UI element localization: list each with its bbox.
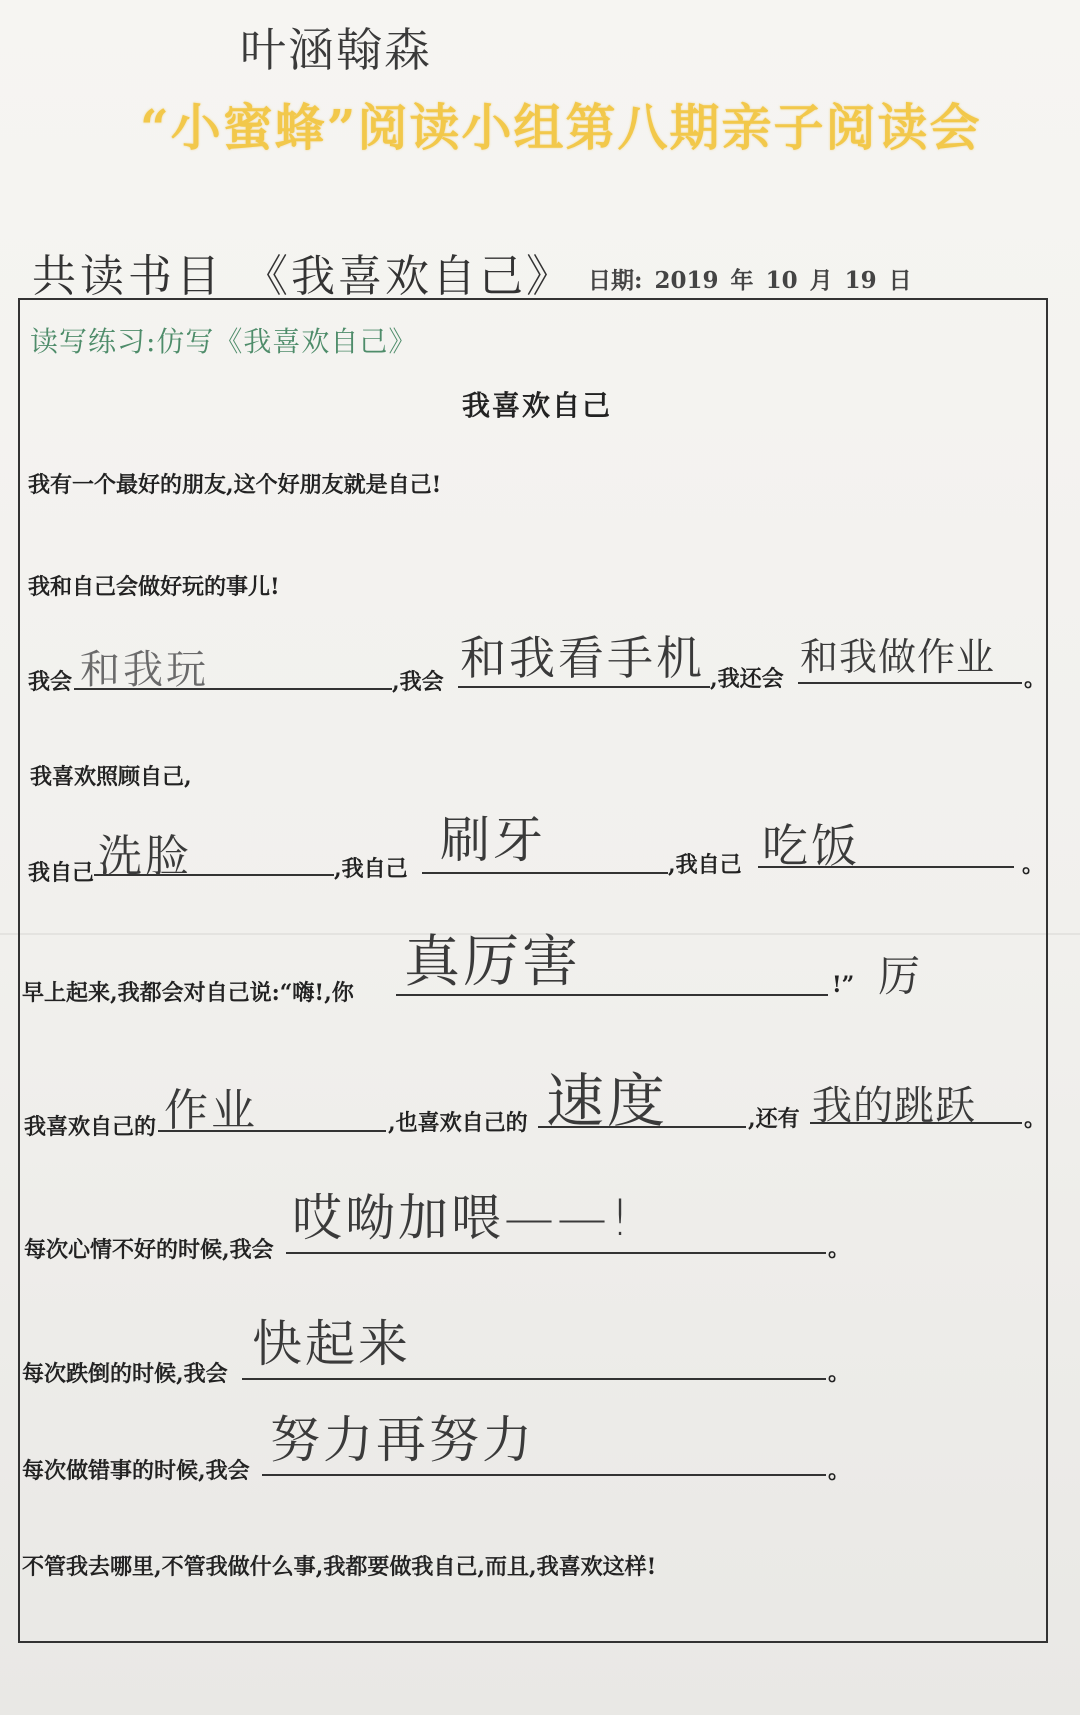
row2-prefix-2: ,我自己 bbox=[334, 856, 408, 882]
exercise-title: 读写练习:仿写《我喜欢自己》 bbox=[30, 325, 418, 358]
row6-answer: 快起来 bbox=[252, 1315, 411, 1373]
closing-line: 不管我去哪里,不管我做什么事,我都要做我自己,而且,我喜欢这样! bbox=[22, 1554, 657, 1580]
row4-answer-1: 作业 bbox=[164, 1085, 258, 1136]
row2-answer-1: 洗脸 bbox=[98, 831, 192, 882]
care-line: 我喜欢照顾自己, bbox=[30, 764, 192, 790]
row4-prefix-2: ,也喜欢自己的 bbox=[388, 1110, 528, 1136]
row1-answer-1: 和我玩 bbox=[80, 647, 209, 693]
date-year-unit: 年 bbox=[730, 267, 754, 294]
row2-prefix-3: ,我自己 bbox=[668, 852, 742, 878]
row1-prefix-2: ,我会 bbox=[392, 669, 444, 695]
book-title: 《我喜欢自己》 bbox=[244, 251, 573, 302]
row7-blank bbox=[262, 1474, 826, 1476]
poem-title: 我喜欢自己 bbox=[462, 389, 613, 422]
row5-blank bbox=[286, 1252, 826, 1254]
row6-end: 。 bbox=[828, 1360, 851, 1386]
row1-prefix-3: ,我还会 bbox=[710, 666, 784, 692]
date-day-unit: 日 bbox=[888, 267, 912, 294]
row4-end: 。 bbox=[1024, 1106, 1047, 1132]
date-year: 2019 bbox=[654, 267, 719, 294]
row3-extra-handwriting: 厉 bbox=[878, 952, 924, 1001]
date-month: 10 bbox=[765, 267, 798, 294]
row2-prefix-1: 我自己 bbox=[28, 860, 95, 886]
date-row bbox=[588, 262, 916, 295]
row2-end: 。 bbox=[1022, 852, 1045, 878]
row4-answer-2: 速度 bbox=[546, 1067, 669, 1135]
row1-blank-3 bbox=[798, 682, 1022, 684]
row2-blank-2 bbox=[422, 872, 668, 874]
row5-end: 。 bbox=[828, 1236, 851, 1262]
row1-answer-3: 和我做作业 bbox=[800, 635, 996, 679]
row7-end: 。 bbox=[828, 1458, 851, 1484]
event-title: “小蜜蜂”阅读小组第八期亲子阅读会 bbox=[140, 98, 982, 157]
row6-prefix: 每次跌倒的时候,我会 bbox=[22, 1361, 228, 1387]
row1-prefix-1: 我会 bbox=[28, 669, 73, 695]
date-day: 19 bbox=[844, 267, 877, 294]
row7-prefix: 每次做错事的时候,我会 bbox=[22, 1458, 250, 1484]
row3-prefix: 早上起来,我都会对自己说:“嗨!,你 bbox=[22, 980, 354, 1006]
row1-answer-2: 和我看手机 bbox=[460, 631, 705, 685]
row3-answer: 真厉害 bbox=[404, 930, 581, 995]
row2-answer-3: 吃饭 bbox=[762, 819, 860, 873]
row2-answer-2: 刷牙 bbox=[440, 811, 546, 869]
fun-line: 我和自己会做好玩的事儿! bbox=[28, 574, 280, 600]
row5-prefix: 每次心情不好的时候,我会 bbox=[24, 1237, 274, 1263]
book-label: 共读书目 bbox=[32, 251, 224, 302]
row4-prefix-1: 我喜欢自己的 bbox=[24, 1114, 157, 1140]
row4-answer-3: 我的跳跃 bbox=[812, 1083, 976, 1129]
row1-end: 。 bbox=[1024, 666, 1047, 692]
row7-answer: 努力再努力 bbox=[270, 1411, 535, 1469]
date-month-unit: 月 bbox=[809, 267, 833, 294]
row4-prefix-3: ,还有 bbox=[748, 1106, 800, 1132]
date-label: 日期: bbox=[588, 267, 643, 294]
row3-end: !” bbox=[832, 972, 855, 998]
row6-blank bbox=[242, 1378, 826, 1380]
row5-answer: 哎呦加喂——! bbox=[292, 1189, 634, 1247]
student-name-handwritten: 叶涵翰森 bbox=[240, 23, 432, 77]
intro-line: 我有一个最好的朋友,这个好朋友就是自己! bbox=[28, 472, 442, 498]
